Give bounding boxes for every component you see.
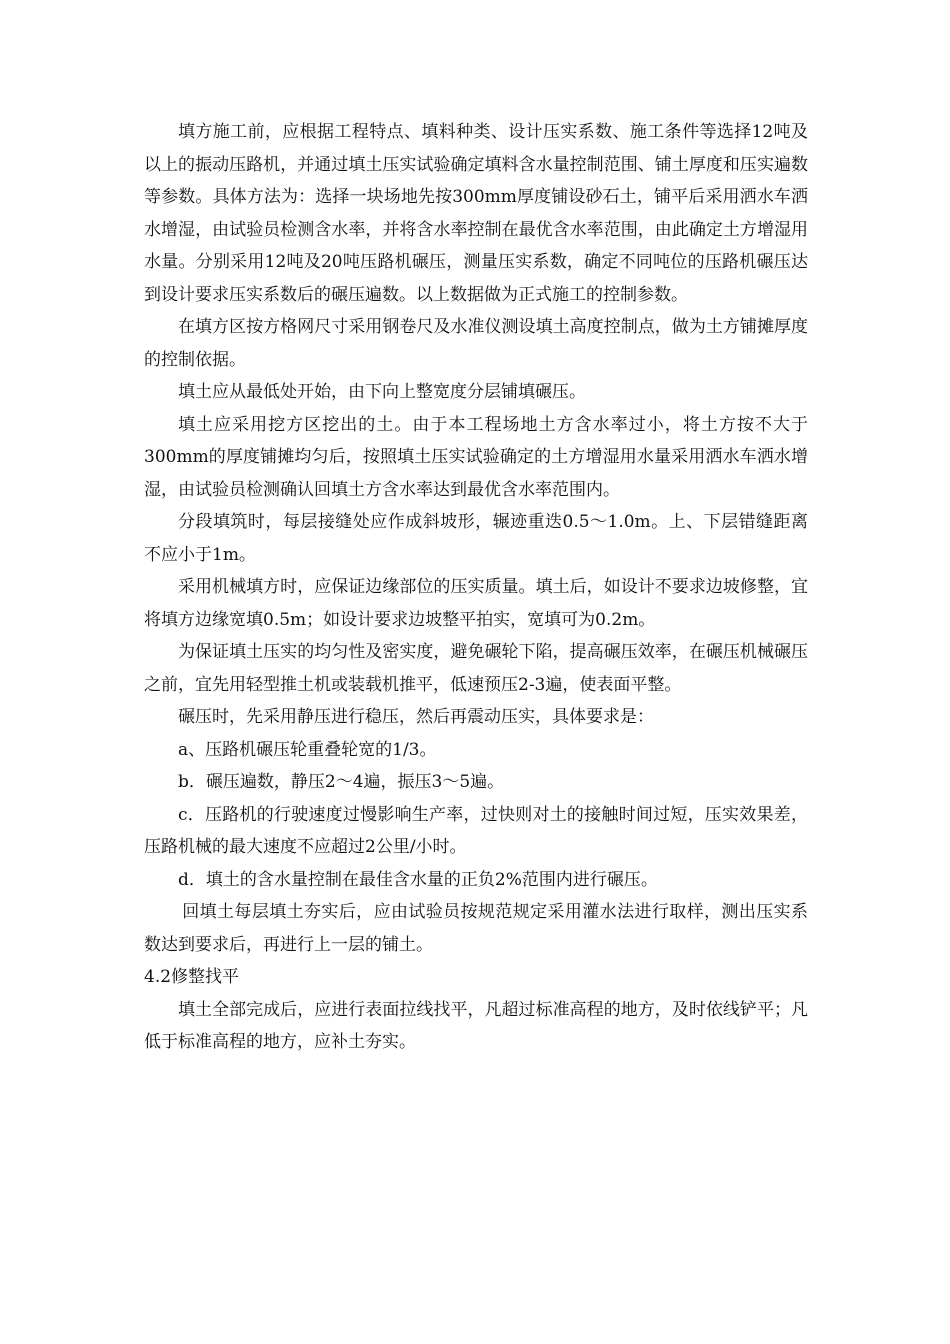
list-item-a: a、压路机碾压轮重叠轮宽的1/3。	[178, 739, 437, 760]
list-item-b: b．碾压遍数，静压2～4遍，振压3～5遍。	[178, 772, 505, 792]
paragraph-height-control: 在填方区按方格网尺寸采用钢卷尺及水准仪测设填土高度控制点，做为土方铺摊厚度的控制依据。	[144, 317, 808, 370]
list-item-d: d．填土的含水量控制在最佳含水量的正负2%范围内进行碾压。	[178, 869, 658, 890]
paragraph-section-joints: 分段填筑时，每层接缝处应作成斜坡形，辗迹重迭0.5～1.0m。上、下层错缝距离不应小于1m。	[144, 512, 808, 565]
list-item-c: c．压路机的行驶速度过慢影响生产率，过快则对土的接触时间过短，压实效果差，压路机械的最大速度不应超过2公里/小时。	[144, 804, 808, 857]
paragraph-surface-leveling: 填土全部完成后，应进行表面拉线找平，凡超过标准高程的地方，及时依线铲平；凡低于标准高程的地方，应补土夯实。	[144, 999, 808, 1052]
section-heading: 4.2修整找平	[144, 967, 240, 987]
paragraph-pre-leveling: 为保证填土压实的均匀性及密实度，避免碾轮下陷，提高碾压效率，在碾压机械碾压之前，宜先用轻型推土机或装载机推平，低速预压2-3遍，使表面平整。	[144, 642, 808, 695]
paragraph-fill-source: 填土应采用挖方区挖出的土。由于本工程场地土方含水率过小，将土方按不大于300mm的厚度铺摊均匀后，按照填土压实试验确定的土方增湿用水量采用洒水车洒水增湿，由试验员检测确认回填土方含水率达到最优含水率范围内。	[144, 414, 808, 500]
paragraph-compaction-test: 填方施工前，应根据工程特点、填料种类、设计压实系数、施工条件等选择12吨及以上的振动压路机，并通过填土压实试验确定填料含水量控制范围、铺土厚度和压实遍数等参数。具体方法为：选择一块场地先按300mm厚度铺设砂石土，铺平后采用洒水车洒水增湿，由试验员检测含水率，并将含水率控制在最优含水率范围，由此确定土方增湿用水量。分别采用12吨及20吨压路机碾压，测量压实系数，确定不同吨位的压路机碾压达到设计要求压实系数后的碾压遍数。以上数据做为正式施工的控制参数。	[144, 122, 808, 305]
paragraph-edge-compaction: 采用机械填方时，应保证边缘部位的压实质量。填土后，如设计不要求边坡修整，宜将填方边缘宽填0.5m；如设计要求边坡整平拍实，宽填可为0.2m。	[144, 577, 808, 630]
paragraph-rolling-method: 碾压时，先采用静压进行稳压，然后再震动压实，具体要求是：	[178, 707, 654, 727]
paragraph-sampling: 回填土每层填土夯实后，应由试验员按规范规定采用灌水法进行取样，测出压实系数达到要求后，再进行上一层的铺土。	[144, 902, 808, 955]
paragraph-layered-filling: 填土应从最低处开始，由下向上整宽度分层铺填碾压。	[178, 382, 586, 402]
document-body	[144, 116, 808, 1059]
